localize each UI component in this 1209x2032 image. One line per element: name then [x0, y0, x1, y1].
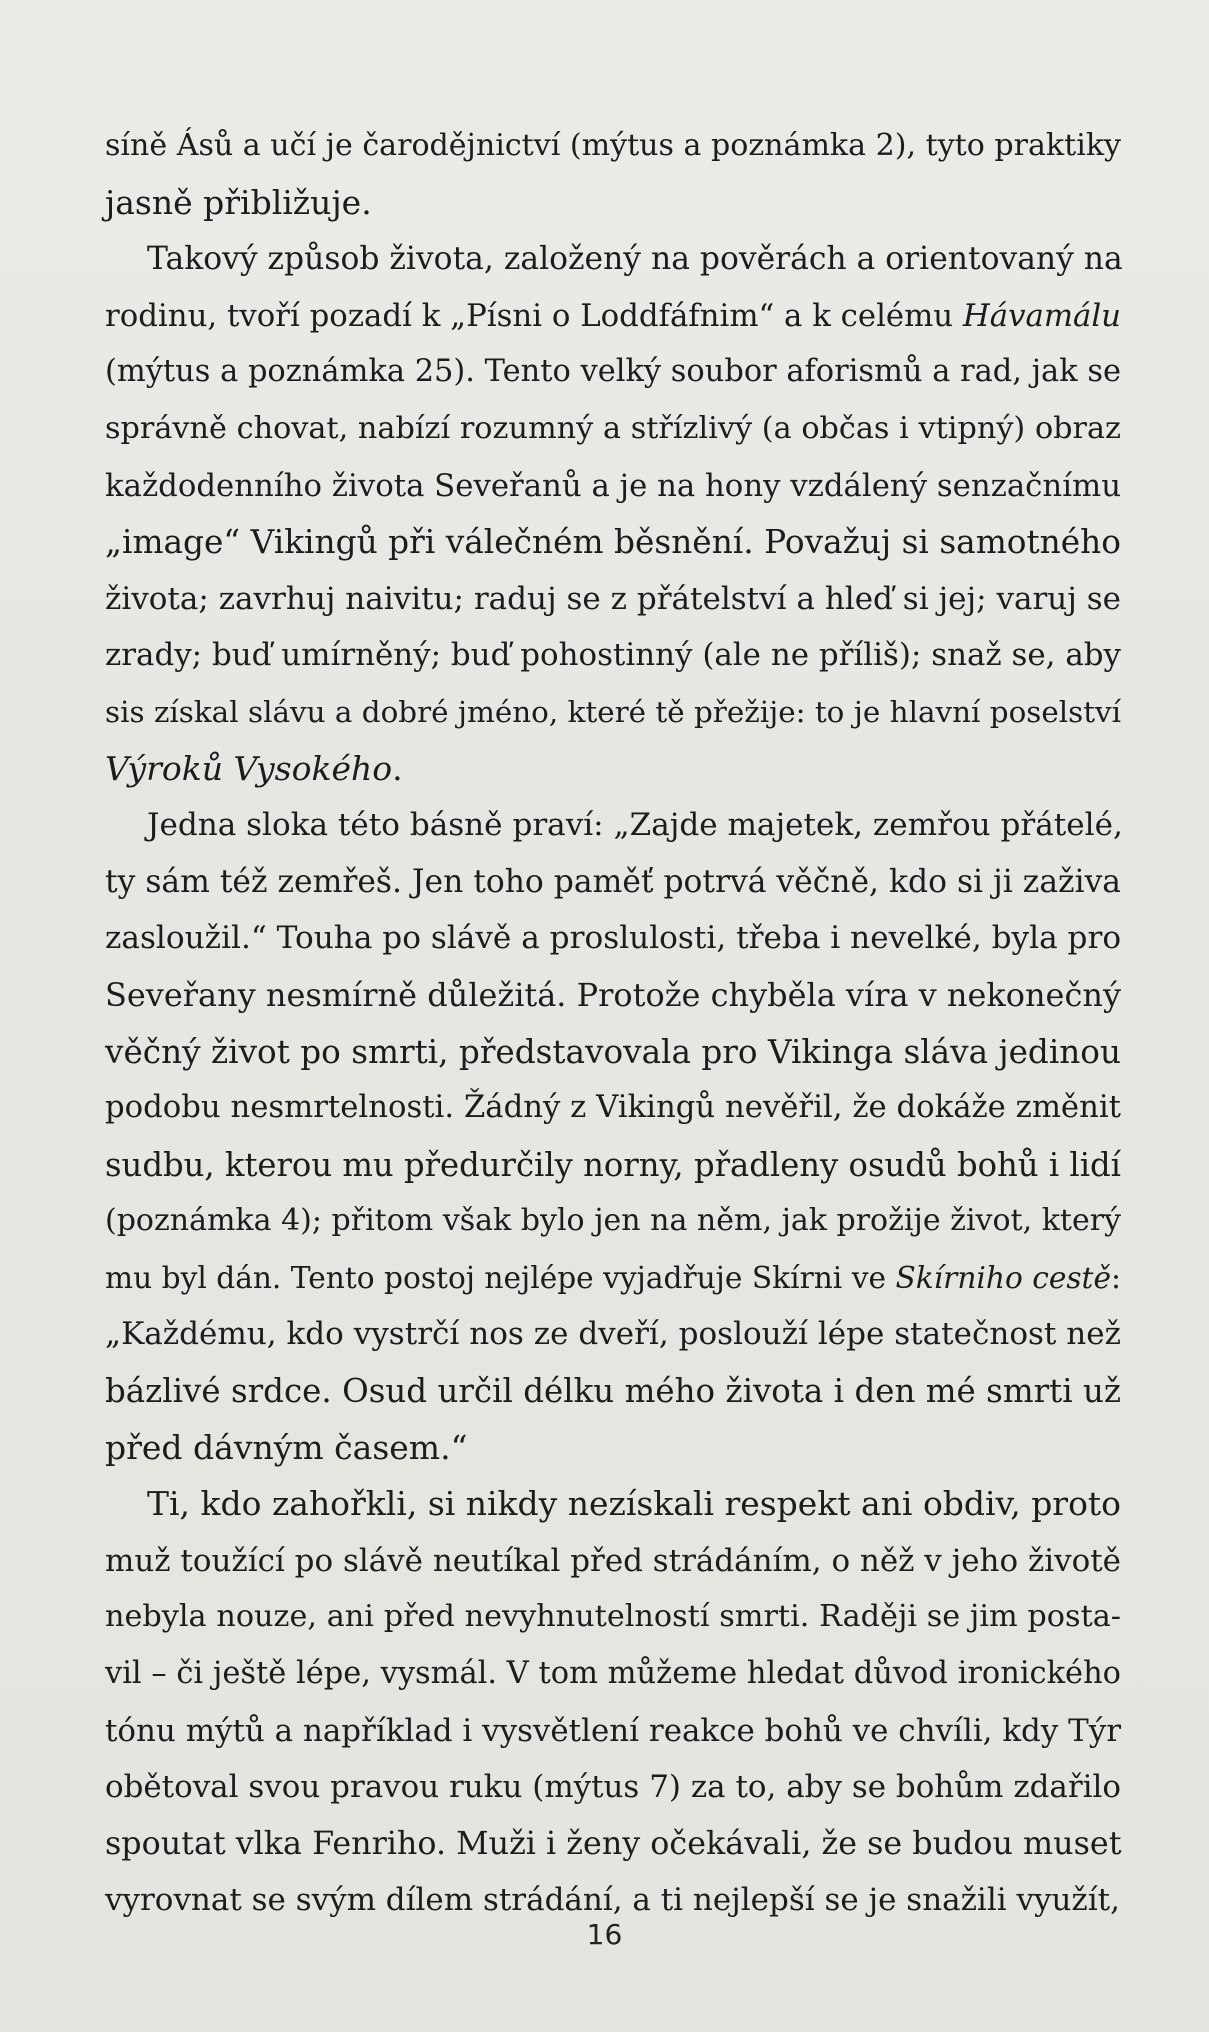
text-run: tónu mýtů a například i vysvětlení reakce bohů ve chvíli, kdy Týr: [105, 1712, 1121, 1749]
text-run: mu byl dán. Tento postoj nejlépe vyjadřuje Skírni ve: [105, 1259, 896, 1295]
text-line: [105, 571, 1121, 628]
text-run: Ti, kdo zahořkli, si nikdy nezískali respekt ani obdiv, proto: [147, 1484, 1121, 1524]
text-run: .: [392, 748, 403, 788]
text-run: bázlivé srdce. Osud určil délku mého života i den mé smrti už: [105, 1372, 1121, 1411]
text-line: [105, 1476, 1121, 1533]
text-line: [105, 741, 1121, 798]
text-run: sudbu, kterou mu předurčily norny, přadleny osudů bohů i lidí: [105, 1145, 1121, 1184]
text-line: [105, 1137, 1121, 1194]
text-run: obětoval svou pravou ruku (mýtus 7) za to, aby se bohům zdařilo: [105, 1769, 1121, 1806]
text-line: [105, 118, 1121, 175]
text-run: Jedna sloka této básně praví: „Zajde majetek, zemřou přátelé,: [147, 807, 1123, 844]
page-number: 16: [586, 1918, 623, 1951]
text-line: [105, 1646, 1121, 1703]
text-run: zrady; buď umírněný; buď pohostinný (ale ne příliš); snaž se, aby: [105, 637, 1121, 674]
text-run: správně chovat, nabízí rozumný a střízlivý (a občas i vtipný) obraz: [105, 410, 1121, 446]
text-run: Takový způsob života, založený na pověrách a orientovaný na: [147, 241, 1123, 278]
text-run: podobu nesmrtelnosti. Žádný z Vikingů nevěřil, že dokáže změnit: [105, 1090, 1121, 1126]
text-run: sis získal slávu a dobré jméno, které tě přežije: to je hlavní poselství: [105, 694, 1121, 729]
text-line: [105, 1703, 1121, 1760]
text-line: [105, 514, 1121, 571]
text-run: spoutat vlka Fenriho. Muži i ženy očekávali, že se budou muset: [105, 1825, 1122, 1862]
text-line: [105, 854, 1121, 911]
text-run: každodenního života Seveřanů a je na hony vzdálený senzačnímu: [105, 467, 1121, 504]
text-line: [105, 1080, 1121, 1137]
text-line: [105, 797, 1121, 854]
text-run: věčný život po smrti, představovala pro Vikinga sláva jedinou: [105, 1032, 1121, 1071]
text-run: „Každému, kdo vystrčí nos ze dveří, poslouží lépe statečnost než: [105, 1316, 1121, 1353]
text-run: muž toužící po slávě neutíkal před strádáním, o něž v jeho životě: [105, 1542, 1121, 1579]
text-line: [105, 1420, 1121, 1477]
text-run: jasně přibližuje.: [105, 182, 372, 222]
text-line: [105, 344, 1121, 401]
text-line: [105, 1533, 1121, 1590]
paragraph: [105, 231, 1121, 797]
paragraph: [105, 118, 1121, 231]
text-line: [105, 1363, 1121, 1420]
text-run: (mýtus a poznámka 25). Tento velký soubor aforismů a rad, jak se: [105, 354, 1121, 390]
text-run: Seveřany nesmírně důležitá. Protože chyběla víra v nekonečný: [105, 975, 1121, 1014]
text-line: [105, 458, 1121, 515]
text-line: [105, 684, 1121, 741]
text-run: nebyla nouze, ani před nevyhnutelností smrti. Raději se jim posta-: [105, 1599, 1121, 1635]
body-text: [105, 118, 1121, 1929]
text-line: [105, 1306, 1121, 1363]
text-line: [105, 175, 1121, 232]
text-line: [105, 1759, 1121, 1816]
text-line: [105, 627, 1121, 684]
text-run: (poznámka 4); přitom však bylo jen na něm, jak prožije život, který: [105, 1203, 1121, 1239]
text-line: [105, 1589, 1121, 1646]
italic-title: Hávamálu: [962, 297, 1121, 334]
text-line: [105, 1816, 1121, 1873]
text-run: vil – či ještě lépe, vysmál. V tom můžeme hledat důvod ironického: [105, 1656, 1121, 1692]
text-line: [105, 1250, 1121, 1307]
text-line: [105, 967, 1121, 1024]
text-run: „image“ Vikingů při válečném běsnění. Považuj si samotného: [105, 523, 1121, 562]
text-run: rodinu, tvoří pozadí k „Písni o Loddfáfnim“ a k celému: [105, 297, 963, 334]
text-line: [105, 910, 1121, 967]
text-line: [105, 288, 1121, 345]
text-line: [105, 1193, 1121, 1250]
paragraph: [105, 1476, 1121, 1929]
text-run: před dávným časem.“: [105, 1427, 468, 1467]
text-run: vyrovnat se svým dílem strádání, a ti nejlepší se je snažili využít,: [105, 1882, 1120, 1919]
paragraph: [105, 797, 1121, 1476]
text-line: [105, 401, 1121, 458]
text-run: zasloužil.“ Touha po slávě a proslulosti, třeba i nevelké, byla pro: [105, 920, 1122, 957]
text-run: :: [1111, 1259, 1121, 1295]
text-run: života; zavrhuj naivitu; raduj se z přátelství a hleď si jej; varuj se: [105, 580, 1121, 617]
italic-title: Skírniho cestě: [895, 1259, 1111, 1295]
text-run: síně Ásů a učí je čarodějnictví (mýtus a poznámka 2), tyto praktiky: [105, 128, 1121, 163]
text-line: [105, 1024, 1121, 1081]
text-line: [105, 231, 1121, 288]
text-run: ty sám též zemřeš. Jen toho paměť potrvá věčně, kdo si ji zaživa: [105, 863, 1121, 900]
italic-title: Výroků Vysokého: [105, 748, 393, 788]
